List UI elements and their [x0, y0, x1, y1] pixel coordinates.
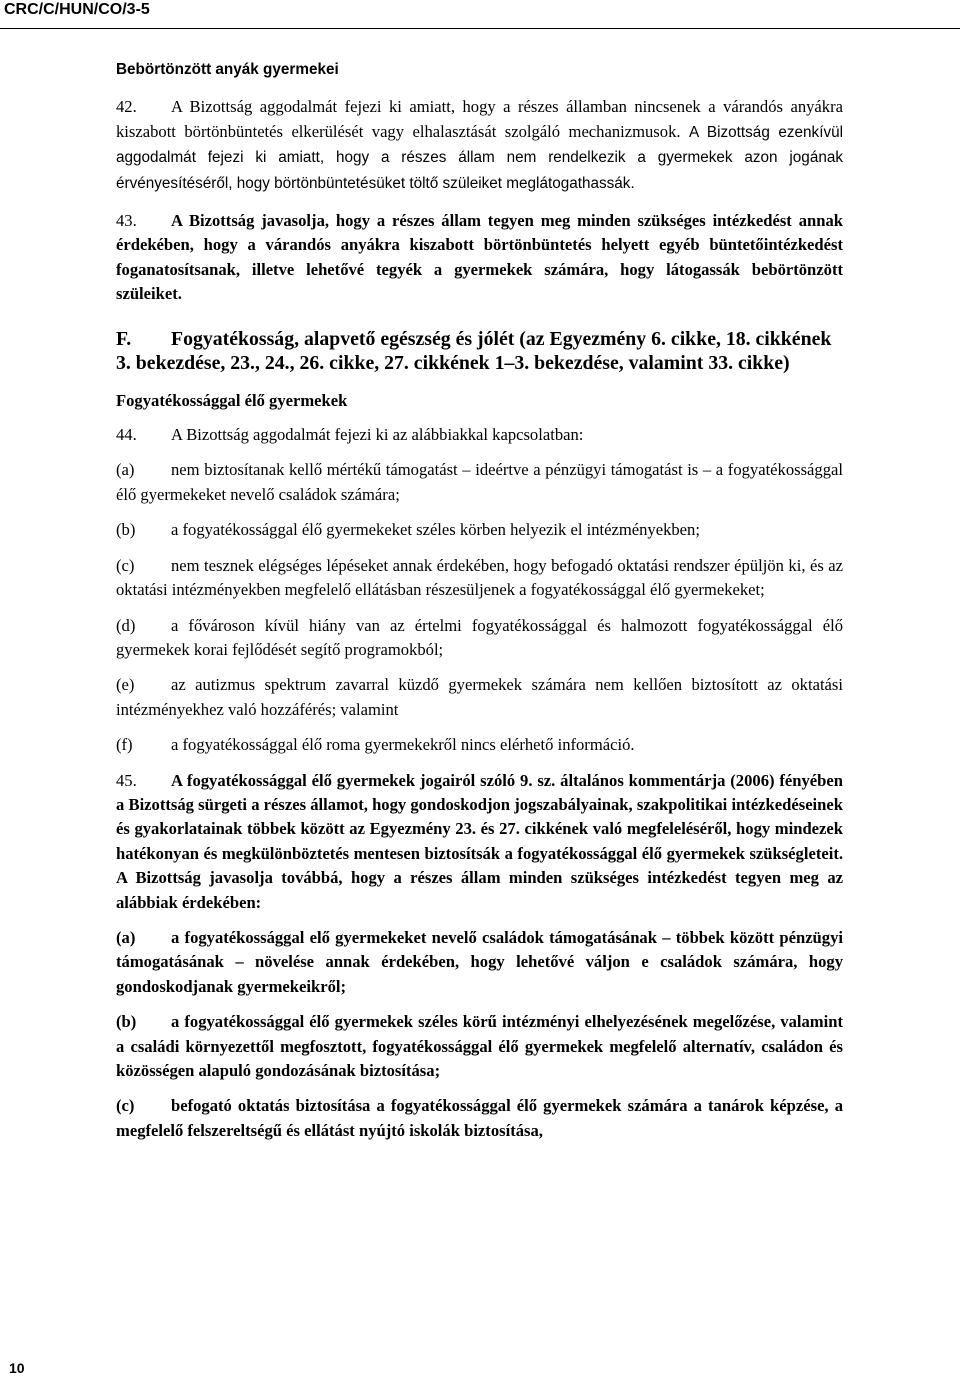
item-text: a fővároson kívül hiány van az értelmi fogyatékossággal és halmozott fogyatékossággal élő gyermekek korai fejlődését segítő programokból;	[116, 615, 843, 659]
paragraph-43-text: A Bizottság javasolja, hogy a részes állam tegyen meg minden szükséges intézkedést annak érdekében, hogy a várandós anyákra kiszabott börtönbüntetés helyett egyéb büntetőintézkedést foganatosítsanak, illetve lehetővé tegyék a gyermekek számára, hogy látogassák bebörtönzött szüleiket.	[116, 211, 843, 304]
paragraph-42-text-a: A Bizottság aggodalmát fejezi ki amiatt, hogy a részes államban nincsenek a várandós anyákra kiszabott börtönbüntetés elkerülését vagy elhalasztását szolgáló mechanizmusok.	[116, 97, 843, 141]
item-label: (b)	[116, 1012, 137, 1032]
document-code: CRC/C/HUN/CO/3-5	[4, 1, 150, 18]
section-f-title-text: Fogyatékosság, alapvető egészség és jólét (az Egyezmény 6. cikke, 18. cikkének 3. bekezdése, 23., 24., 26. cikke, 27. cikkének 1–3. bekezdése, valamint 33. cikke)	[116, 327, 832, 375]
item-label: (a)	[116, 927, 136, 947]
item-text: nem tesznek elégséges lépéseket annak érdekében, hogy befogadó oktatási rendszer épüljön ki, és az oktatási intézményekben megfelelő ellátásban részesüljenek a fogyatékossággal élő gyermekeket;	[116, 555, 843, 600]
list-item-44f	[116, 733, 843, 757]
list-item-45c	[116, 1094, 843, 1143]
item-label: (a)	[116, 460, 135, 480]
paragraph-44	[116, 423, 843, 447]
paragraph-45-text: A fogyatékossággal élő gyermekek jogairól szóló 9. sz. általános kommentárja (2006) fényében a Bizottság sürgeti a részes államot, hogy gondoskodjon jogszabályainak, szakpolitikai intézkedéseinek és gyakorlatainak többek között az Egyezmény 23. és 27. cikkének való megfeleléséről, hogy mindezek hatékonyan és megkülönböztetés mentesen biztosítsák a fogyatékossággal élő gyermekek szükségleteit. A Bizottság javasolja továbbá, hogy a részes állam minden szükséges intézkedést tegyen meg az alábbiak érdekében:	[116, 770, 843, 912]
paragraph-number: 45.	[116, 770, 137, 790]
section-f-title	[116, 327, 843, 376]
item-text: befogató oktatás biztosítása a fogyatékossággal élő gyermekek számára a tanárok képzése, a megfelelő felszereltségű és ellátást nyújtó iskolák biztosítása,	[116, 1096, 843, 1140]
item-text: a fogyatékossággal élő gyermekek széles körű intézményi elhelyezésének megelőzése, valamint a családi környezettől megfosztott, fogyatékossággal élő gyermekek megfelelő alternatív, családon és közösségen alapuló gondozásának biztosítása;	[116, 1012, 843, 1080]
item-label: (e)	[116, 675, 135, 695]
item-text: a fogyatékossággal élő gyermekeket széles körben helyezik el intézményekben;	[171, 520, 700, 540]
subheading-disabled-children: Fogyatékossággal élő gyermekek	[116, 390, 348, 410]
paragraph-45	[116, 769, 843, 915]
section-letter: F.	[116, 327, 132, 350]
list-item-45b	[116, 1010, 843, 1083]
list-item-44b	[116, 518, 843, 542]
paragraph-number: 42.	[116, 97, 137, 117]
list-item-45a	[116, 926, 843, 999]
item-text: a fogyatékossággal élő roma gyermekekről nincs elérhető információ.	[171, 735, 635, 755]
item-label: (c)	[116, 555, 135, 575]
item-text: a fogyatékossággal elő gyermekeket nevelő családok támogatásának – többek között pénzügyi támogatásának – növelése annak érdekében, hogy lehetővé váljon e családok számára, hogy gondoskodjanak gyermekeikről;	[116, 927, 843, 996]
header-rule	[0, 28, 960, 29]
paragraph-number: 43.	[116, 211, 137, 231]
item-text: az autizmus spektrum zavarral küzdő gyermekek számára nem kellően biztosított az oktatási intézményekhez való hozzáférés; valamint	[116, 675, 843, 719]
item-label: (f)	[116, 735, 133, 755]
page-number: 10	[9, 1360, 25, 1376]
item-label: (b)	[116, 520, 136, 540]
list-item-44e	[116, 673, 843, 722]
paragraph-42-text-b: A Bizottság ezenkívül aggodalmát fejezi ki amiatt, hogy a részes állam nem rendelkezik a gyermekek azon jogának érvényesítéséről, hogy börtönbüntetésüket töltő szüleiket meglátogathassák.	[116, 123, 844, 192]
item-text: nem biztosítanak kellő mértékű támogatást – ideértve a pénzügyi támogatást is – a fogyatékossággal élő gyermekeket nevelő családok számára;	[116, 460, 843, 504]
subheading-prisoner-mothers: Bebörtönzött anyák gyermekei	[116, 61, 339, 78]
paragraph-43	[116, 209, 843, 307]
list-item-44c	[116, 554, 843, 603]
list-item-44d	[116, 614, 843, 663]
paragraph-42	[116, 95, 843, 196]
item-label: (c)	[116, 1096, 135, 1116]
list-item-44a	[116, 458, 843, 507]
item-label: (d)	[116, 615, 136, 635]
page-body	[116, 53, 843, 1143]
paragraph-number: 44.	[116, 425, 137, 445]
paragraph-44-intro: A Bizottság aggodalmát fejezi ki az alábbiakkal kapcsolatban:	[171, 425, 584, 445]
